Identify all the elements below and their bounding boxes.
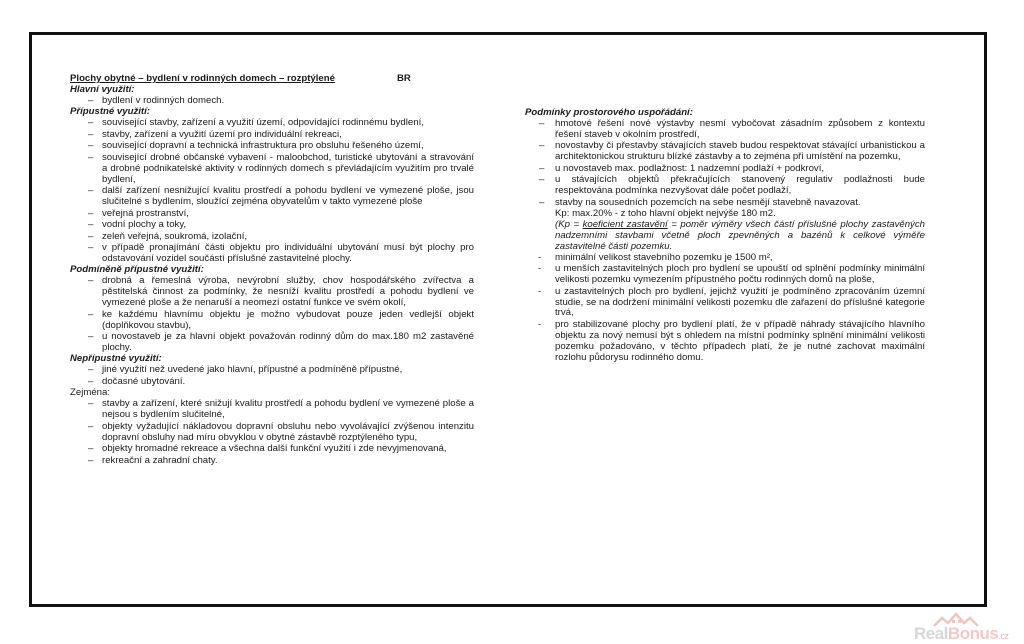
list-item: – u novostaveb je za hlavní objekt považován rodinný dům do max.180 m2 zastavěné plochy.	[88, 331, 474, 353]
list-item: – zeleň veřejná, soukromá, izolační,	[88, 230, 248, 242]
list-item: – veřejná prostranství,	[88, 207, 189, 219]
list-item: – u stávajících objektů překračujících stanovený regulativ podlažnosti bude respektována podmínka nezvyšovat dále počet podlaží,	[539, 174, 925, 197]
list-item: – stavby a zařízení, které snižují kvalitu prostředí a pohodu bydlení ve vymezené ploše a nejsou s bydlením slučitelné,	[88, 398, 474, 421]
watermark-text: RealBonus.cz	[914, 624, 1009, 643]
list-item: – v případě pronajímání části objektu pro individuální ubytování musí být plochy pro odstavování vozidel součástí příslušné zastavitelné plochy.	[88, 242, 474, 264]
list-item: – objekty vyžadující nákladovou dopravní obsluhu nebo vyvolávající zvýšenou intenzitu dopravní obsluhy nad míru obvyklou v obytné zástavbě rozptýleného typu,	[88, 420, 474, 443]
list-item: – hmotové řešení nové výstavby nesmí vybočovat zásadním způsobem z kontextu řešení staveb v okolním prostředí,	[539, 117, 925, 140]
permitted-use-header: Přípustné využití:	[70, 106, 150, 118]
list-item: – rekreační a zahradní chaty.	[88, 454, 218, 466]
list-item: – vodní plochy a toky,	[88, 219, 187, 231]
prohibited-use-list	[70, 365, 474, 387]
list-item: – stavby, zařízení a využití území pro individuální rekreaci,	[88, 128, 342, 140]
prohibited-use-header: Nepřípustné využití:	[70, 353, 162, 365]
conditional-use-header: Podmíněně přípustné využití:	[70, 264, 204, 276]
list-item: - minimální velikost stavebního pozemku je 1500 m²,	[538, 251, 773, 263]
kp-definition: (Kp = koeficient zastavění = poměr výměry všech částí příslušné plochy zastavěných nadzemními stavbami včetně ploch zpevněných a bazénů k celkové výměře zastavitelné části pozemku.	[555, 219, 925, 252]
document-title: Plochy obytné – bydlení v rodinných domech – rozptýlené	[70, 73, 335, 84]
list-item: – objekty hromadné rekreace a všechna další funkční využití i zde nevyjmenovaná,	[88, 443, 447, 455]
permitted-use-list	[70, 118, 474, 265]
spatial-conditions-list-a	[525, 119, 925, 209]
conditional-use-list	[70, 276, 474, 354]
zone-code: BR	[397, 73, 411, 84]
list-item: – jiné využití než uvedené jako hlavní, přípustné a podmíněně přípustné,	[88, 364, 403, 376]
right-column	[525, 108, 925, 364]
kp-term: koeficient zastavění	[582, 219, 668, 231]
list-item: – novostavby či přestavby stávajících staveb budou respektovat stávající urbanistickou a architektonickou strukturu blízké zástavby a to zejména při umístění na pozemku,	[539, 140, 925, 163]
main-use-list	[70, 96, 474, 107]
list-item: – související drobné občanské vybavení - maloobchod, turistické ubytování a stravování a drobné podnikatelské aktivity v rodinných domech s převládajícím využitím pro trvalé bydlení,	[88, 151, 474, 185]
especially-list	[70, 399, 474, 466]
list-item: – ke každému hlavnímu objektu je možno vybudovat pouze jeden vedlejší objekt (doplňkovou stavbu),	[88, 308, 474, 331]
list-item: – další zařízení nesnižující kvalitu prostředí a pohodu bydlení ve vymezené ploše, jsou slučitelné s bydlením, sloužící zejména obyvatelům v takto vymezené ploše	[88, 185, 474, 208]
list-item: - u menších zastavitelných ploch pro bydlení se upouští od splnění podmínky minimální velikosti pozemku vymezením přípustného počtu rodinných domů na ploše,	[538, 263, 925, 286]
list-item: - u zastavitelných ploch pro bydlení, jejichž využití je podmíněno zpracováním územní studie, se na dodržení minimální velikosti pozemku dle zařazení do příslušné kategorie trvá,	[538, 285, 925, 319]
left-column	[70, 74, 474, 467]
kp-line: Kp: max.20% - z toho hlavní objekt nejvýše 180 m2.	[555, 208, 776, 220]
spatial-conditions-list-b	[525, 253, 925, 364]
list-item: – drobná a řemeslná výroba, nevýrobní služby, chov hospodářského zvířectva a pěstitelská činnost za podmínky, že nesníží kvalitu prostředí a pohodu bydlení ve vymezené ploše a že nenaruší a neomezí ostatní funkce ve svém okolí,	[88, 275, 474, 309]
list-item: – dočasné ubytování.	[88, 375, 186, 387]
list-item: – bydlení v rodinných domech.	[88, 94, 225, 106]
spatial-conditions-header: Podmínky prostorového uspořádání:	[525, 107, 693, 118]
list-item: – u novostaveb max. podlažnost: 1 nadzemní podlaží + podkroví,	[539, 162, 825, 174]
list-item: – související stavby, zařízení a využití území, odpovídající rodinnému bydlení,	[88, 117, 424, 129]
title-row	[70, 74, 474, 85]
list-item: – související dopravní a technická infrastruktura pro obsluhu řešeného území,	[88, 140, 424, 152]
list-item: – stavby na sousedních pozemcích na sebe nesmějí stavebně navazovat.	[539, 196, 861, 208]
list-item: - pro stabilizované plochy pro bydlení platí, že v případě náhrady stávajícího hlavního objektu za nový nemusí být s ohledem na místní podmínky splnění minimální velikosti pozemku požadováno, v těchto případech platí, že je nutné zachovat maximální rozlohu půdorysu rodinného domu.	[538, 318, 925, 363]
watermark	[906, 610, 1024, 643]
main-use-header: Hlavní využití:	[70, 84, 135, 95]
especially-header: Zejména:	[70, 387, 110, 399]
